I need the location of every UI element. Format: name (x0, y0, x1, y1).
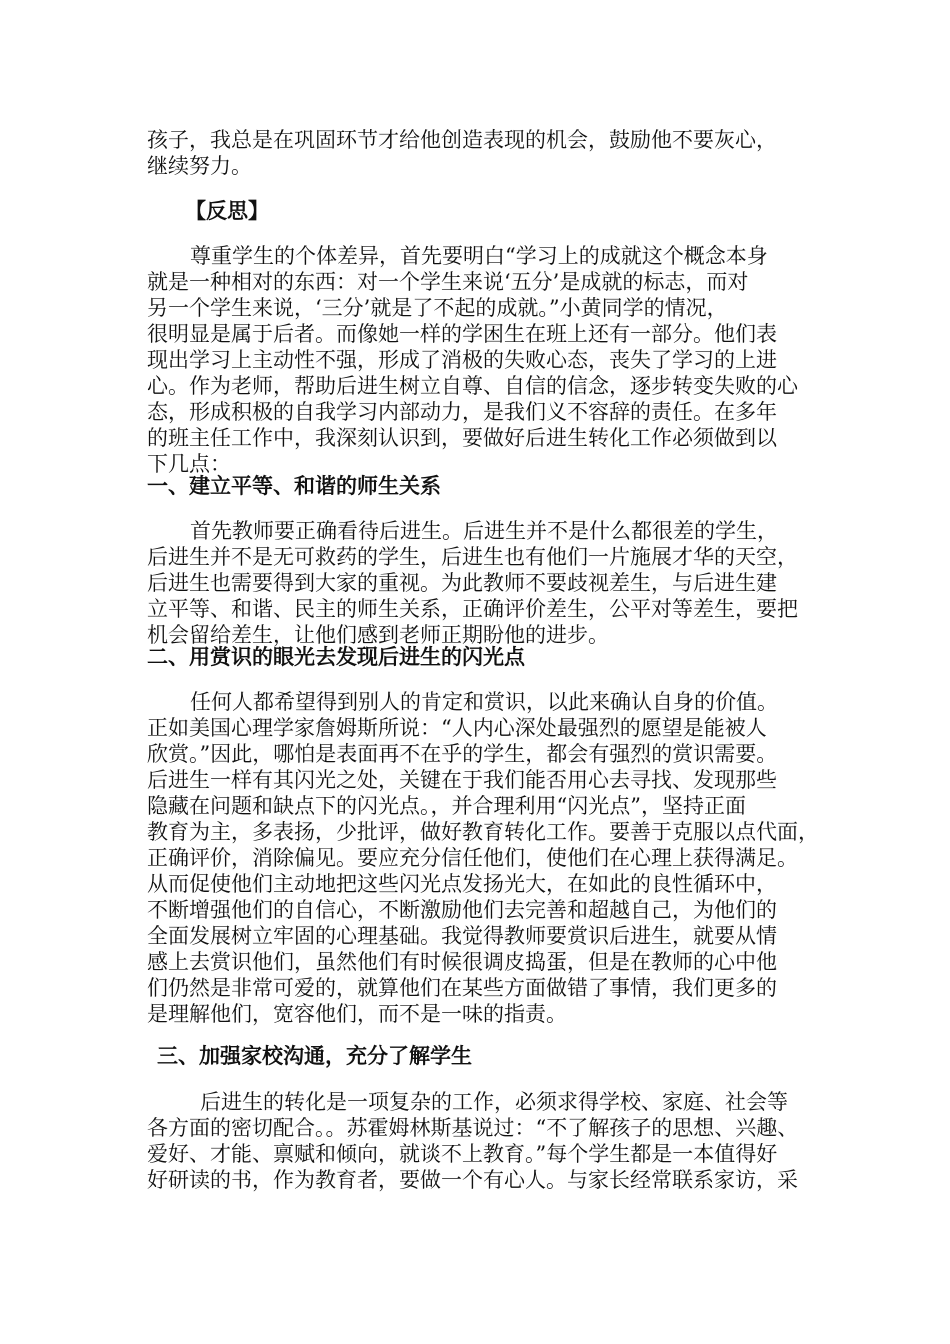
paragraph-line: 另一个学生来说，‘三分’就是了不起的成就。”小黄同学的情况， (147, 296, 728, 320)
paragraph-line: 教育为主，多表扬，少批评，做好教育转化工作。要善于克服以点代面， (147, 820, 819, 844)
paragraph-line: 立平等、和谐、民主的师生关系，正确评价差生，公平对等差生，要把 (147, 597, 798, 621)
section-heading-reflection: 【反思】 (185, 198, 269, 223)
paragraph-line: 心。作为老师，帮助后进生树立自尊、自信的信念，逐步转变失败的心 (147, 374, 798, 398)
paragraph-line: 各方面的密切配合。。苏霍姆林斯基说过：“不了解孩子的思想、兴趣、 (147, 1116, 799, 1140)
paragraph-line: 好研读的书，作为教育者，要做一个有心人。与家长经常联系家访，采 (147, 1168, 798, 1192)
paragraph-line: 后进生也需要得到大家的重视。为此教师不要歧视差生，与后进生建 (147, 571, 777, 595)
paragraph-line: 们仍然是非常可爱的，就算他们在某些方面做错了事情，我们更多的 (147, 976, 777, 1000)
paragraph-line: 是理解他们，宽容他们，而不是一味的指责。 (147, 1002, 567, 1026)
paragraph-line: 下几点： (147, 452, 231, 476)
paragraph-line: 首先教师要正确看待后进生。后进生并不是什么都很差的学生， (190, 519, 778, 543)
section-heading-2: 二、用赏识的眼光去发现后进生的闪光点 (147, 644, 525, 669)
paragraph-line: 机会留给差生，让他们感到老师正期盼他的进步。 (147, 623, 609, 647)
paragraph-line: 欣赏。”因此，哪怕是表面再不在乎的学生，都会有强烈的赏识需要。 (147, 742, 778, 766)
paragraph-line: 隐藏在问题和缺点下的闪光点。，并合理利用“闪光点”，坚持正面 (147, 794, 746, 818)
paragraph-line: 就是一种相对的东西：对一个学生来说‘五分’是成就的标志，而对 (147, 270, 749, 294)
paragraph-line: 全面发展树立牢固的心理基础。我觉得教师要赏识后进生，就要从情 (147, 924, 777, 948)
paragraph-line: 爱好、才能、禀赋和倾向，就谈不上教育。”每个学生都是一本值得好 (147, 1142, 778, 1166)
paragraph-line: 正确评价，消除偏见。要应充分信任他们，使他们在心理上获得满足。 (147, 846, 798, 870)
paragraph-line: 感上去赏识他们，虽然他们有时候很调皮捣蛋，但是在教师的心中他 (147, 950, 777, 974)
paragraph-line: 不断增强他们的自信心，不断激励他们去完善和超越自己，为他们的 (147, 898, 777, 922)
paragraph-line: 很明显是属于后者。而像她一样的学困生在班上还有一部分。他们表 (147, 322, 777, 346)
paragraph-line: 孩子，我总是在巩固环节才给他创造表现的机会，鼓励他不要灰心， (147, 128, 777, 152)
paragraph-line: 现出学习上主动性不强，形成了消极的失败心态，丧失了学习的上进 (147, 348, 777, 372)
paragraph-line: 尊重学生的个体差异，首先要明白“学习上的成就这个概念本身 (190, 244, 768, 268)
paragraph-line: 态，形成积极的自我学习内部动力，是我们义不容辞的责任。在多年 (147, 400, 777, 424)
paragraph-line: 正如美国心理学家詹姆斯所说：“人内心深处最强烈的愿望是能被人 (147, 716, 767, 740)
paragraph-line: 从而促使他们主动地把这些闪光点发扬光大，在如此的良性循环中， (147, 872, 777, 896)
section-heading-1: 一、建立平等、和谐的师生关系 (147, 473, 441, 498)
paragraph-line: 后进生并不是无可救药的学生，后进生也有他们一片施展才华的天空， (147, 545, 798, 569)
paragraph-line: 任何人都希望得到别人的肯定和赏识，以此来确认自身的价值。 (190, 690, 778, 714)
paragraph-line: 的班主任工作中，我深刻认识到，要做好后进生转化工作必须做到以 (147, 426, 777, 450)
paragraph-line: 继续努力。 (147, 154, 252, 178)
paragraph-line: 后进生一样有其闪光之处，关键在于我们能否用心去寻找、发现那些 (147, 768, 777, 792)
paragraph-line: 后进生的转化是一项复杂的工作，必须求得学校、家庭、社会等 (200, 1090, 788, 1114)
section-heading-3: 三、加强家校沟通，充分了解学生 (157, 1043, 472, 1068)
